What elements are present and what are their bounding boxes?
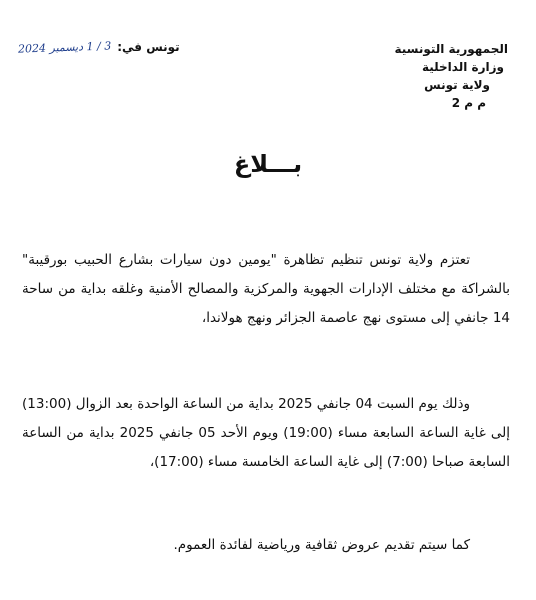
governorate-line: ولاية تونس [424,78,490,92]
place-label: تونس في: [117,40,180,54]
republic-line: الجمهورية التونسية [394,42,508,56]
issuer-header [394,40,508,112]
document-title: بـــلاغ [233,150,303,178]
place-date-header [18,40,180,54]
paragraph-activities: كما سيتم تقديم عروض ثقافية ورياضية لفائدة العموم. [173,537,470,553]
paragraph-event: تعتزم ولاية تونس تنظيم تظاهرة "يومين دون سيارات بشارع الحبيب بورقيبة" بالشراكة مع مختلف الإدارات الجهوية والمركزية والمصالح الأمنية وغلقه بداية من ساحة 14 جانفي إلى مستوى نهج عاصمة الجزائر ونهج هولاندا، [22,252,510,326]
paragraph-schedule: وذلك يوم السبت 04 جانفي 2025 بداية من الساعة الواحدة بعد الزوال (13:00) إلى غاية الساعة السابعة مساء (19:00) ويوم الأحد 05 جانفي 2025 بداية من الساعة السابعة صباحا (7:00) إلى غاية الساعة الخامسة مساء (17:00)، [22,396,510,470]
ministry-line: وزارة الداخلية [421,60,504,74]
reference-line: م م 2 [451,96,486,110]
handwritten-date: 3 / 1 ديسمبر 2024 [17,39,112,56]
